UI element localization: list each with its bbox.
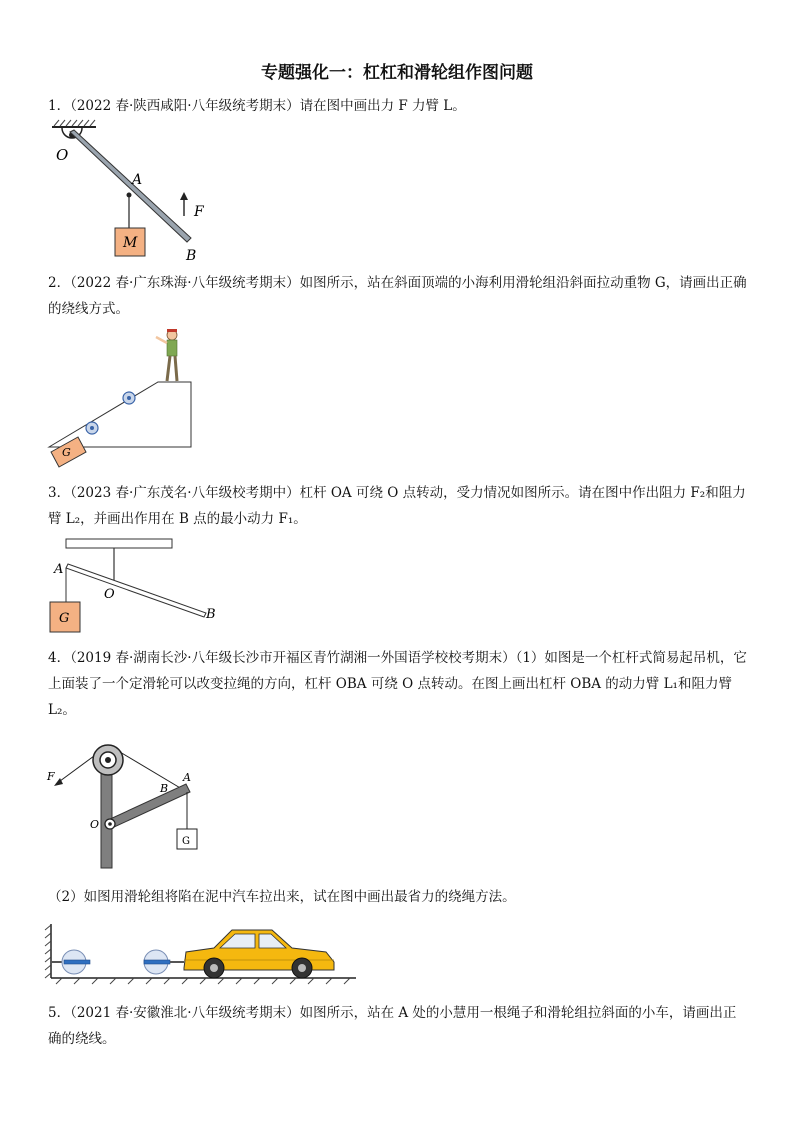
person-leg-right bbox=[175, 356, 177, 381]
question-3-text: 3．（2023 春·广东茂名·八年级校考期中）杠杆 OA 可绕 O 点转动，受力情况如图所示。请在图中作出阻力 F₂和阻力臂 L₂，并画出作用在 B 点的最小动力 F₁。 bbox=[48, 485, 746, 527]
label-A: A bbox=[54, 562, 64, 577]
label-M: M bbox=[123, 235, 138, 251]
person-leg-left bbox=[167, 356, 170, 381]
label-A: A bbox=[183, 771, 191, 784]
ground-hatch bbox=[56, 978, 350, 984]
label-A: A bbox=[132, 172, 143, 188]
person-hat bbox=[167, 329, 177, 332]
support-bar bbox=[66, 539, 172, 548]
label-F: F bbox=[47, 770, 55, 783]
label-B: B bbox=[206, 607, 216, 622]
question-2-text: 2．（2022 春·广东珠海·八年级统考期末）如图所示，站在斜面顶端的小海利用滑轮组沿斜面拉动重物 G，请画出正确的绕线方式。 bbox=[48, 275, 747, 317]
person-arm bbox=[156, 337, 167, 343]
label-F: F bbox=[194, 204, 204, 220]
question-5-text: 5．（2021 春·安徽淮北·八年级统考期末）如图所示，站在 A 处的小慧用一根绳子和滑轮组拉斜面的小车，请画出正确的绕线。 bbox=[48, 1005, 737, 1047]
wall-hatch bbox=[45, 925, 51, 978]
label-G: G bbox=[182, 836, 190, 847]
label-G: G bbox=[62, 446, 71, 459]
question-1-text: 1．（2022 春·陕西咸阳·八年级统考期末）请在图中画出力 F 力臂 L。 bbox=[48, 98, 466, 114]
person-body bbox=[167, 340, 177, 356]
q4-crane-figure bbox=[44, 742, 214, 872]
page-title: 专题强化一：杠杠和滑轮组作图问题 bbox=[261, 63, 533, 83]
label-O: O bbox=[104, 587, 115, 602]
q4b-car-figure bbox=[44, 922, 364, 987]
lever-OBA bbox=[108, 784, 190, 828]
lever-OA bbox=[66, 564, 206, 617]
rope-to-A bbox=[120, 752, 187, 792]
question-4b-text: （2）如图用滑轮组将陷在泥中汽车拉出来，试在图中画出最省力的绕绳方法。 bbox=[48, 889, 516, 905]
label-O: O bbox=[90, 818, 100, 831]
lever-bar bbox=[70, 130, 191, 242]
q2-incline-figure bbox=[44, 325, 204, 470]
label-B: B bbox=[160, 782, 169, 795]
q3-lever-figure bbox=[44, 535, 224, 645]
q1-lever-figure bbox=[44, 118, 234, 268]
ceiling-hatch bbox=[54, 120, 95, 126]
rope-F bbox=[56, 756, 94, 784]
label-O: O bbox=[56, 146, 69, 164]
label-G: G bbox=[59, 611, 70, 626]
label-B: B bbox=[186, 248, 197, 264]
incline-body bbox=[49, 382, 191, 447]
question-4-text: 4．（2019 春·湖南长沙·八年级长沙市开福区青竹湖湘一外国语学校校考期末）（1）如图是一个杠杆式简易起吊机，它上面装了一个定滑轮可以改变拉绳的方向，杠杆 OBA 可绕 O 点转动。在图上画出杠杆 OBA 的动力臂 L₁和阻力臂 L₂。 bbox=[48, 650, 747, 718]
